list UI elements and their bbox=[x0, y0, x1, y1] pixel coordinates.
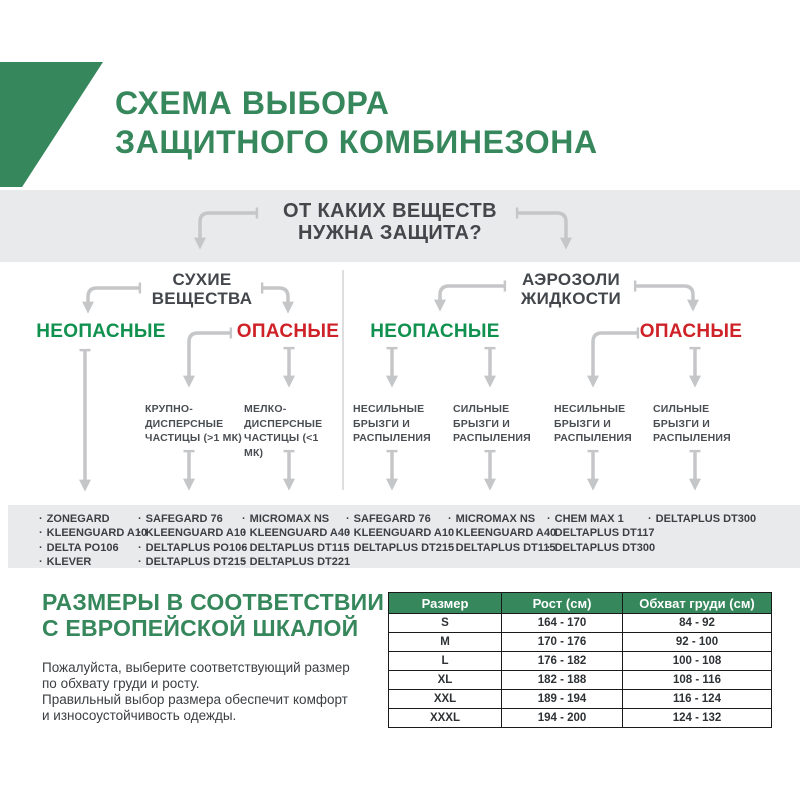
size-table-header-row bbox=[389, 593, 772, 614]
size-cell: L bbox=[389, 652, 502, 671]
flow-root-dry-line-2: ВЕЩЕСТВА bbox=[151, 289, 253, 308]
size-table-row bbox=[389, 614, 772, 633]
product-column-5 bbox=[448, 512, 556, 555]
product-column-2 bbox=[138, 512, 247, 569]
size-cell: 182 - 188 bbox=[502, 671, 623, 690]
flow-root-dry bbox=[117, 270, 287, 308]
product-item: · KLEENGUARD A10 bbox=[346, 526, 454, 540]
size-table-row bbox=[389, 652, 772, 671]
size-cell: 108 - 116 bbox=[623, 671, 772, 690]
sizes-heading bbox=[42, 589, 384, 641]
label-strong-splashes-safe: СИЛЬНЫЕ БРЫЗГИ И РАСПЫЛЕНИЯ bbox=[453, 403, 531, 444]
flow-root-aerosol-line-1: АЭРОЗОЛИ bbox=[521, 270, 621, 289]
size-cell: 124 - 132 bbox=[623, 709, 772, 728]
question-line-1: ОТ КАКИХ ВЕЩЕСТВ bbox=[283, 200, 497, 222]
brand-corner-shape bbox=[0, 62, 103, 187]
size-table-row bbox=[389, 633, 772, 652]
arrow-question-to-aerosol bbox=[517, 213, 566, 240]
product-item: · DELTAPLUS DT215 bbox=[138, 555, 247, 569]
size-table-row bbox=[389, 709, 772, 728]
flow-root-dry-line-1: СУХИЕ bbox=[172, 270, 232, 289]
label-fine-particles: МЕЛКО- ДИСПЕРСНЫЕ ЧАСТИЦЫ (<1 МК) bbox=[244, 403, 323, 459]
size-cell: XXL bbox=[389, 690, 502, 709]
size-table bbox=[388, 592, 772, 728]
label-coarse-particles: КРУПНО- ДИСПЕРСНЫЕ ЧАСТИЦЫ (>1 МК) bbox=[145, 403, 242, 444]
sizes-heading-line-2: С ЕВРОПЕЙСКОЙ ШКАЛОЙ bbox=[42, 615, 359, 641]
product-item: · KLEENGUARD A40 bbox=[242, 526, 350, 540]
product-item: · SAFEGARD 76 bbox=[346, 512, 454, 526]
page-title-line-1: СХЕМА ВЫБОРА bbox=[115, 85, 390, 121]
product-item: · SAFEGARD 76 bbox=[138, 512, 247, 526]
product-item: · DELTAPLUS DT117 bbox=[547, 526, 655, 540]
label-dry-danger: ОПАСНЫЕ bbox=[236, 321, 340, 342]
flow-root-aerosol bbox=[486, 270, 656, 308]
page-title-line-2: ЗАЩИТНОГО КОМБИНЕЗОНА bbox=[115, 124, 598, 160]
size-cell: 189 - 194 bbox=[502, 690, 623, 709]
product-item: · KLEVER bbox=[39, 555, 147, 569]
product-item: · DELTAPLUS DT300 bbox=[547, 541, 655, 555]
label-weak-splashes-danger: НЕСИЛЬНЫЕ БРЫЗГИ И РАСПЫЛЕНИЯ bbox=[554, 403, 632, 444]
flow-arrows bbox=[0, 190, 800, 502]
label-aerosol-safe: НЕОПАСНЫЕ bbox=[370, 321, 500, 342]
size-table-row bbox=[389, 690, 772, 709]
sizes-note: Пожалуйста, выберите соответствующий размер по обхвату груди и росту. Правильный выбор размера обеспечит комфорт и износоустойчивость одежды. bbox=[42, 660, 350, 723]
product-item: · DELTA PO106 bbox=[39, 541, 147, 555]
size-cell: 100 - 108 bbox=[623, 652, 772, 671]
label-dry-safe: НЕОПАСНЫЕ bbox=[36, 321, 166, 342]
product-item: · DELTAPLUS DT115 bbox=[242, 541, 350, 555]
product-column-7 bbox=[648, 512, 756, 526]
sizes-heading-line-1: РАЗМЕРЫ В СООТВЕТСТВИИ bbox=[42, 589, 385, 615]
product-item: · CHEM MAX 1 bbox=[547, 512, 655, 526]
size-table-row bbox=[389, 671, 772, 690]
size-cell: 164 - 170 bbox=[502, 614, 623, 633]
label-aerosol-danger: ОПАСНЫЕ bbox=[639, 321, 743, 342]
size-cell: M bbox=[389, 633, 502, 652]
product-item: · DELTAPLUS DT215 bbox=[346, 541, 454, 555]
size-cell: XL bbox=[389, 671, 502, 690]
arrow-question-to-dry bbox=[200, 213, 257, 240]
size-table-header-chest: Обхват груди (см) bbox=[623, 593, 772, 614]
page-title bbox=[115, 84, 598, 162]
product-item: · KLEENGUARD A40 bbox=[448, 526, 556, 540]
product-item: · DELTAPLUS DT221 bbox=[242, 555, 350, 569]
product-item: · DELTAPLUS DT300 bbox=[648, 512, 756, 526]
product-column-1 bbox=[39, 512, 147, 569]
size-cell: 194 - 200 bbox=[502, 709, 623, 728]
size-cell: XXXL bbox=[389, 709, 502, 728]
product-item: · MICROMAX NS bbox=[242, 512, 350, 526]
size-cell: 176 - 182 bbox=[502, 652, 623, 671]
product-item: · MICROMAX NS bbox=[448, 512, 556, 526]
size-cell: S bbox=[389, 614, 502, 633]
size-cell: 116 - 124 bbox=[623, 690, 772, 709]
label-weak-splashes-safe: НЕСИЛЬНЫЕ БРЫЗГИ И РАСПЫЛЕНИЯ bbox=[353, 403, 431, 444]
size-table-header-size: Размер bbox=[389, 593, 502, 614]
product-item: · KLEENGUARD A10 bbox=[138, 526, 247, 540]
size-cell: 84 - 92 bbox=[623, 614, 772, 633]
product-column-4 bbox=[346, 512, 454, 555]
product-item: · DELTAPLUS PO106 bbox=[138, 541, 247, 555]
product-item: · ZONEGARD bbox=[39, 512, 147, 526]
size-cell: 170 - 176 bbox=[502, 633, 623, 652]
product-item: · KLEENGUARD A10 bbox=[39, 526, 147, 540]
product-column-6 bbox=[547, 512, 655, 555]
size-cell: 92 - 100 bbox=[623, 633, 772, 652]
product-item: · DELTAPLUS DT115 bbox=[448, 541, 556, 555]
size-table-header-height: Рост (см) bbox=[502, 593, 623, 614]
flow-root-aerosol-line-2: ЖИДКОСТИ bbox=[520, 289, 622, 308]
label-strong-splashes-danger: СИЛЬНЫЕ БРЫЗГИ И РАСПЫЛЕНИЯ bbox=[653, 403, 731, 444]
product-column-3 bbox=[242, 512, 350, 569]
question-line-2: НУЖНА ЗАЩИТА? bbox=[298, 222, 482, 244]
